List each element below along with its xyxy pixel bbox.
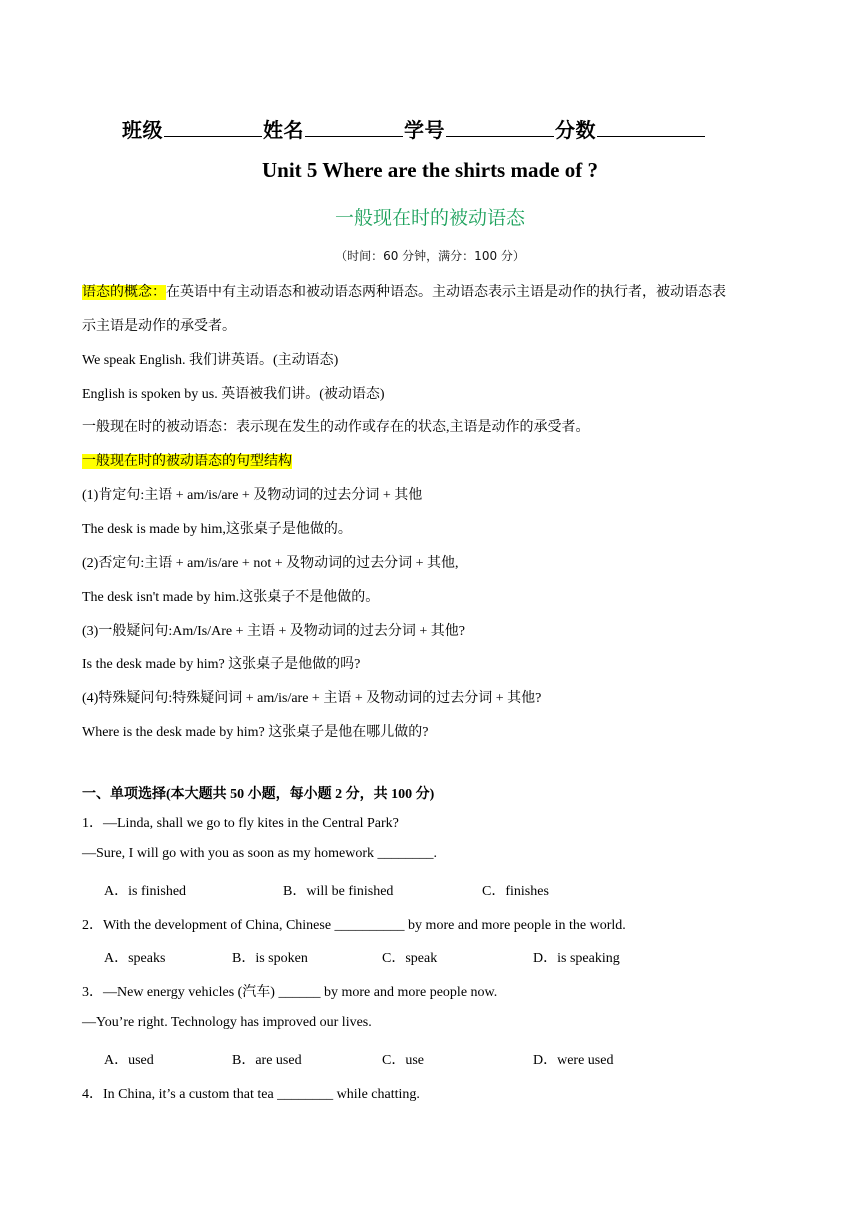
score-blank [597,116,705,137]
concept-label: 语态的概念： [82,285,166,300]
question-3-option-c[interactable]: C．use [382,1053,424,1068]
structure-special-question: (4)特殊疑问句:特殊疑问词 + am/is/are + 主语 + 及物动词的过去分词 + 其他? [82,691,542,706]
class-blank [164,116,262,137]
structure-general-question: (3)一般疑问句:Am/Is/Are + 主语 + 及物动词的过去分词 + 其他? [82,624,465,639]
question-3-line-2: —You’re right. Technology has improved our lives. [82,1015,372,1030]
question-2-option-d[interactable]: D．is speaking [533,951,620,966]
concept-line-1 [82,281,726,301]
structure-special-question-example: Where is the desk made by him? 这张桌子是他在哪儿做的? [82,725,429,740]
score-label: 分数 [555,120,596,142]
structure-negative: (2)否定句:主语 + am/is/are + not + 及物动词的过去分词 + 其他, [82,556,459,571]
class-label: 班级 [122,120,163,142]
question-2-option-a[interactable]: A．speaks [104,951,166,966]
section-heading: 一、单项选择(本大题共 50 小题，每小题 2 分，共 100 分) [82,787,435,802]
student-id-blank [446,116,554,137]
question-3-line-1: 3．—New energy vehicles (汽车) ______ by more and more people now. [82,985,498,1000]
passive-definition: 一般现在时的被动语态：表示现在发生的动作或存在的状态,主语是动作的承受者。 [82,420,590,435]
example-passive: English is spoken by us. 英语被我们讲。(被动语态) [82,387,385,402]
structure-general-question-example: Is the desk made by him? 这张桌子是他做的吗? [82,657,361,672]
name-label: 姓名 [263,120,304,142]
structure-affirmative: (1)肯定句:主语 + am/is/are + 及物动词的过去分词 + 其他 [82,488,423,503]
question-2-line-1: 2．With the development of China, Chinese __________ by more and more people in the world. [82,918,626,933]
structure-heading-text: 一般现在时的被动语态的句型结构 [82,454,292,469]
page-title: Unit 5 Where are the shirts made of ? [262,158,598,182]
student-info-line [122,114,706,143]
student-id-label: 学号 [404,120,445,142]
question-2-option-b[interactable]: B．is spoken [232,951,308,966]
concept-text-1: 在英语中有主动语态和被动语态两种语态。主动语态表示主语是动作的执行者，被动语态表 [166,285,726,300]
question-2-option-c[interactable]: C．speak [382,951,438,966]
page-subtitle: 一般现在时的被动语态 [334,207,525,229]
question-3-option-a[interactable]: A．used [104,1053,154,1068]
question-1-line-2: —Sure, I will go with you as soon as my homework ________. [82,846,438,861]
structure-affirmative-example: The desk is made by him,这张桌子是他做的。 [82,522,352,537]
question-3-option-d[interactable]: D．were used [533,1053,614,1068]
name-blank [305,116,403,137]
question-1-option-a[interactable]: A．is finished [104,884,187,899]
question-1-option-c[interactable]: C．finishes [482,884,549,899]
time-info: （时间：60 分钟，满分：100 分） [335,249,525,263]
question-4-line-1: 4．In China, it’s a custom that tea ________ while chatting. [82,1087,420,1102]
structure-negative-example: The desk isn't made by him.这张桌子不是他做的。 [82,590,380,605]
structure-heading [82,450,292,470]
question-3-option-b[interactable]: B．are used [232,1053,302,1068]
example-active: We speak English. 我们讲英语。(主动语态) [82,353,339,368]
concept-line-2: 示主语是动作的承受者。 [82,319,236,334]
question-1-option-b[interactable]: B．will be finished [283,884,394,899]
question-1-line-1: 1．—Linda, shall we go to fly kites in the Central Park? [82,816,399,831]
